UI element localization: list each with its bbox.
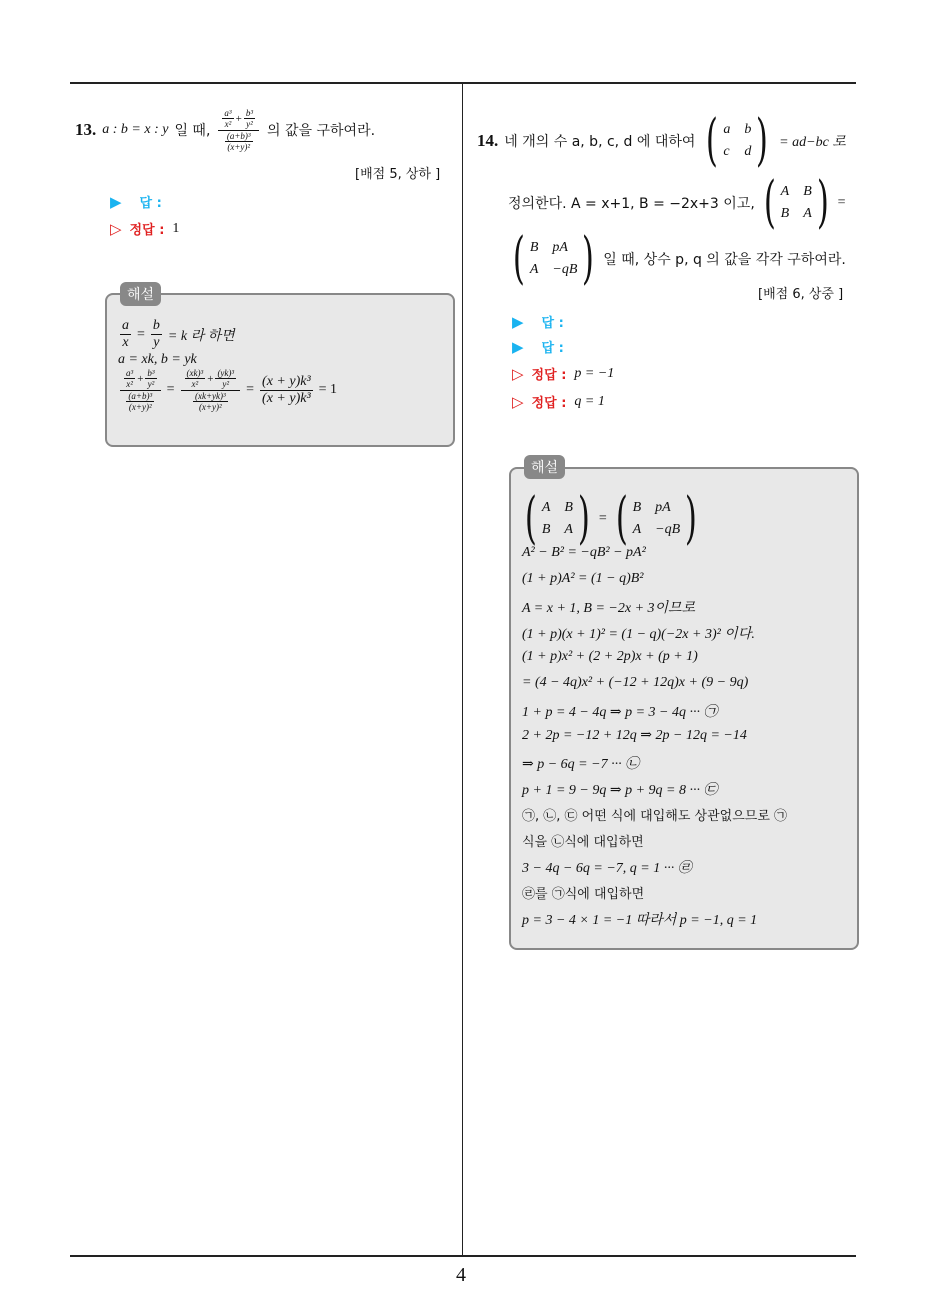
open-triangle-icon: ▷	[512, 392, 524, 411]
q14-correct-p: p = −1	[574, 365, 615, 381]
q14-number: 14.	[477, 130, 499, 150]
q13-sol-a3: a³	[126, 368, 134, 378]
matrix-cell: pA	[552, 239, 568, 255]
matrix-cell: B	[632, 499, 642, 515]
q14-line3-text: 일 때, 상수 p, q 의 값을 각각 구하여라.	[603, 251, 846, 268]
filled-triangle-icon: ▶	[512, 337, 524, 356]
q14-solution-tag: 해설	[524, 455, 565, 479]
q13-score: [배점 5, 상하 ]	[355, 167, 441, 182]
q13-expr-b3: b³	[245, 108, 254, 118]
matrix-cell: B	[803, 183, 812, 199]
q14-matrix-abcd: ( a b c d )	[706, 108, 769, 173]
q14-correct-line-q	[512, 392, 605, 411]
column-divider	[462, 83, 463, 1255]
matrix-cell: B	[780, 205, 790, 221]
matrix-cell: A	[632, 521, 642, 537]
q13-sol-y: y	[153, 335, 160, 351]
matrix-cell: b	[744, 121, 752, 137]
matrix-cell: a	[723, 121, 731, 137]
q13-expr-den-den: (x+y)²	[227, 142, 251, 153]
filled-triangle-icon: ▶	[110, 192, 122, 211]
q14-correct-label-p: 정답 :	[531, 368, 567, 383]
open-triangle-icon: ▷	[512, 364, 524, 383]
q14-intro: 네 개의 수 a, b, c, d 에 대하여	[504, 133, 696, 150]
q13-when: 일 때,	[174, 123, 211, 140]
q13-ask: 의 값을 구하여라.	[267, 123, 376, 140]
q13-expression	[218, 108, 259, 152]
q13-sol-fnum: (x + y)k³	[260, 374, 313, 391]
q13-sol-line1: $\frac{a}{x}$ = $\frac{b}{y}$ = k 라 하면	[122, 318, 235, 351]
q13-sol-y2: y²	[147, 379, 155, 390]
matrix-cell: A	[564, 521, 573, 537]
q13-answer-label: 답 :	[139, 196, 162, 211]
q13-solution-tag: 해설	[120, 282, 161, 306]
q13-sol-line3: $\frac{\text{a³}}{\text{x²}}$ + $\frac{\text{b³}}{\text{y²}}$ $\frac{\text{(a+b)³}}{\text{(x+y)²}}$ = $\frac{\text{(xk)³}}{\text{x²}}$ + $\frac{\text{(yk)³}}{\text{y²}}$ $\frac{\text{(xk+yk)³}}{\text{(x+y)²}}$ = $\frac{\text{(x + y)k³}}{\text{(x + y)k³}}$ = 1	[118, 368, 337, 412]
bottom-rule	[70, 1255, 856, 1257]
q13-sol-line1-rest: = k 라 하면	[167, 328, 235, 344]
q14-def-rhs: = ad−bc 로	[779, 134, 846, 150]
matrix-cell: A	[529, 261, 539, 277]
q14-sol-line: A = x + 1, B = −2x + 3이므로	[522, 601, 696, 616]
matrix-cell: B	[541, 521, 551, 537]
q14-correct-line-p	[512, 364, 614, 383]
q14-sol-matrix-BpA: ( B pA A −qB )	[615, 486, 698, 551]
open-triangle-icon: ▷	[110, 219, 122, 238]
filled-triangle-icon: ▶	[512, 312, 524, 331]
q14-correct-q: q = 1	[574, 393, 605, 409]
q13-sol-fden: (x + y)k³	[262, 390, 311, 406]
q13-sol-b: b	[151, 318, 162, 335]
q14-sol-line: 1 + p = 4 − 4q ⇒ p = 3 − 4q ··· ㉠	[522, 705, 718, 720]
matrix-cell: −qB	[655, 521, 681, 537]
q13-expr-a3: a³	[224, 108, 232, 118]
q13-condition: a : b = x : y	[102, 122, 169, 138]
q13-sol-xy2b: (x+y)²	[198, 402, 222, 413]
q13-sol-ab3: (a+b)³	[128, 390, 153, 401]
q14-line2: 정의한다. A = x+1, B = −2x+3 이고, ( A B B A ) =	[508, 170, 846, 235]
q13-sol-yk3: (yk)³	[217, 368, 235, 378]
top-rule	[70, 82, 856, 84]
q13-sol-x2b: x²	[191, 379, 199, 390]
q13-statement	[75, 108, 375, 152]
q14-sol-line: (1 + p)A² = (1 − q)B²	[522, 571, 644, 586]
matrix-cell: pA	[655, 499, 671, 515]
q14-line1	[477, 108, 846, 173]
q13-sol-x: x	[122, 335, 129, 351]
q14-sol-line: p = 3 − 4 × 1 = −1 따라서 p = −1, q = 1	[522, 913, 758, 928]
q13-sol-a: a	[120, 318, 131, 335]
q13-expr-plus: +	[235, 112, 242, 125]
q13-sol-xy2: (x+y)²	[128, 402, 152, 413]
q14-sol-line: p + 1 = 9 − 9q ⇒ p + 9q = 8 ··· ㉢	[522, 783, 718, 798]
page-number: 4	[456, 1264, 466, 1286]
matrix-cell: B	[529, 239, 539, 255]
q14-score: [배점 6, 상중 ]	[758, 287, 844, 302]
matrix-cell: c	[723, 143, 730, 159]
q14-sol-line: 2 + 2p = −12 + 12q ⇒ 2p − 12q = −14	[522, 728, 747, 743]
q14-sol-line: ㉣를 ㉠식에 대입하면	[522, 887, 645, 902]
q13-sol-b3: b³	[147, 368, 155, 378]
q13-sol-y2b: y²	[222, 379, 230, 390]
q14-answer-label-2: 답 :	[541, 341, 564, 356]
q14-sol-line: = (4 − 4q)x² + (−12 + 12q)x + (9 − 9q)	[522, 675, 749, 690]
q14-answer-line-1	[512, 312, 564, 331]
q14-line3	[508, 226, 846, 291]
q13-expr-y2: y²	[246, 119, 253, 130]
q14-sol-line: ⇒ p − 6q = −7 ··· ㉡	[522, 757, 640, 772]
q14-sol-line: (1 + p)(x + 1)² = (1 − q)(−2x + 3)² 이다.	[522, 627, 755, 642]
q14-sol-line: (1 + p)x² + (2 + 2p)x + (p + 1)	[522, 649, 698, 664]
q13-correct-label: 정답 :	[129, 223, 165, 238]
matrix-cell: d	[744, 143, 752, 159]
q13-sol-line2: a = xk, b = yk	[118, 352, 197, 367]
q13-number: 13.	[75, 120, 97, 140]
q13-sol-xkyk3: (xk+yk)³	[194, 390, 226, 401]
matrix-cell: A	[780, 183, 790, 199]
q14-correct-label-q: 정답 :	[531, 396, 567, 411]
q13-sol-xk3: (xk)³	[186, 368, 204, 378]
matrix-cell: A	[803, 205, 812, 221]
q13-sol-x2: x²	[126, 379, 133, 390]
q14-sol-line: A² − B² = −qB² − pA²	[522, 545, 646, 560]
matrix-cell: A	[541, 499, 551, 515]
q14-line2-text: 정의한다. A = x+1, B = −2x+3 이고,	[508, 195, 755, 212]
q13-correct-line	[110, 219, 179, 238]
q14-answer-label-1: 답 :	[541, 316, 564, 331]
q14-matrix-ABBA: ( A B B A )	[763, 170, 829, 235]
q14-sol-line: ㉠, ㉡, ㉢ 어떤 식에 대입해도 상관없으므로 ㉠	[522, 809, 788, 824]
matrix-cell: −qB	[552, 261, 578, 277]
q14-sol-line: 3 − 4q − 6q = −7, q = 1 ··· ㉣	[522, 861, 692, 876]
q13-expr-x2: x²	[224, 119, 232, 130]
q14-sol-matrix-ABBA: ( A B B A )	[524, 486, 590, 551]
q13-correct-value: 1	[172, 220, 180, 236]
q13-expr-den-num: (a+b)³	[226, 130, 251, 141]
q14-matrix-BpA: ( B pA A −qB )	[512, 226, 595, 291]
q14-sol-line: 식을 ㉡식에 대입하면	[522, 835, 644, 850]
q14-sol-matrix-eq: ( A B B A ) = ( B pA A −qB )	[520, 486, 702, 551]
q13-answer-line	[110, 192, 162, 211]
q13-sol-result: = 1	[318, 382, 338, 398]
matrix-cell: B	[564, 499, 573, 515]
q14-answer-line-2	[512, 337, 564, 356]
